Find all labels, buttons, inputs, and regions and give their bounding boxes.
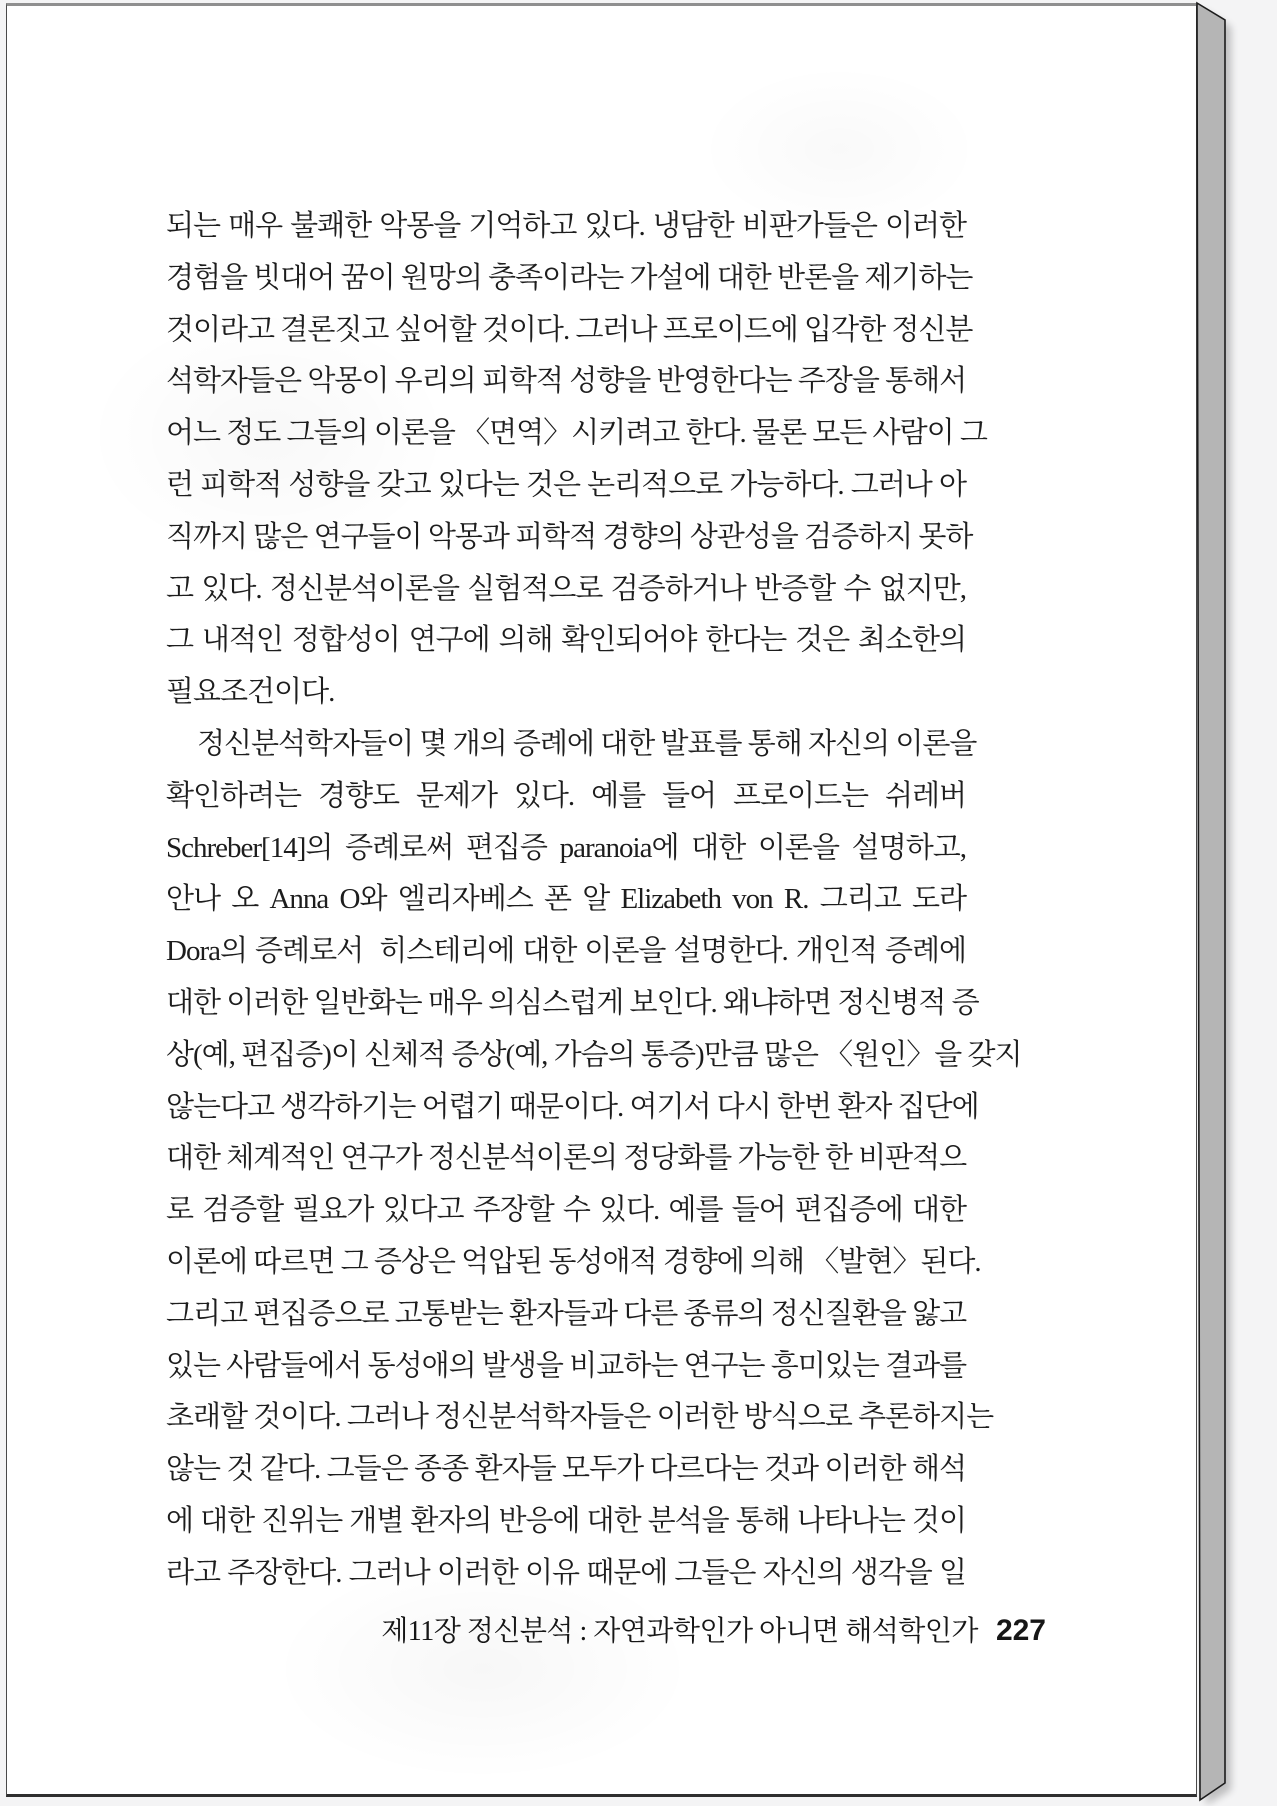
text-line: 라고 주장한다. 그러나 이러한 이유 때문에 그들은 자신의 생각을 일 xyxy=(166,1556,966,1589)
text-line: Dora의 증례로서 히스테리에 대한 이론을 설명한다. 개인적 증례에 xyxy=(166,935,966,968)
text-line: 초래할 것이다. 그러나 정신분석학자들은 이러한 방식으로 추론하지는 xyxy=(166,1401,994,1434)
page-number: 227 xyxy=(995,1614,1046,1647)
text-line: 로 검증할 필요가 있다고 주장할 수 있다. 예를 들어 편집증에 대한 xyxy=(166,1194,966,1227)
text-line: 안나 오 Anna O와 엘리자베스 폰 알 Elizabeth von R. 그리고 도라 xyxy=(166,883,966,916)
text-line: 어느 정도 그들의 이론을 〈면역〉시키려고 한다. 물론 모든 사람이 그 xyxy=(166,417,987,450)
text-line: 정신분석학자들이 몇 개의 증례에 대한 발표를 통해 자신의 이론을 xyxy=(197,727,977,760)
text-line: Schreber[14]의 증례로써 편집증 paranoia에 대한 이론을 설명하고, xyxy=(166,831,966,864)
text-line: 경험을 빗대어 꿈이 원망의 충족이라는 가설에 대한 반론을 제기하는 xyxy=(166,261,973,294)
text-line: 대한 이러한 일반화는 매우 의심스럽게 보인다. 왜냐하면 정신병적 증 xyxy=(166,986,979,1019)
text-line: 고 있다. 정신분석이론을 실험적으로 검증하거나 반증할 수 없지만, xyxy=(166,572,966,605)
text-line: 대한 체계적인 연구가 정신분석이론의 정당화를 가능한 한 비판적으 xyxy=(166,1142,967,1175)
text-line: 상(예, 편집증)이 신체적 증상(예, 가슴의 통증)만큼 많은 〈원인〉을 갖지 xyxy=(166,1038,1022,1071)
text-line: 않는다고 생각하기는 어렵기 때문이다. 여기서 다시 한번 환자 집단에 xyxy=(166,1090,979,1123)
text-line: 에 대한 진위는 개별 환자의 반응에 대한 분석을 통해 나타나는 것이 xyxy=(166,1504,966,1537)
text-line: 런 피학적 성향을 갖고 있다는 것은 논리적으로 가능하다. 그러나 아 xyxy=(166,468,966,501)
text-line: 필요조건이다. xyxy=(166,676,335,709)
text-line: 석학자들은 악몽이 우리의 피학적 성향을 반영한다는 주장을 통해서 xyxy=(166,365,967,398)
text-line: 그리고 편집증으로 고통받는 환자들과 다른 종류의 정신질환을 앓고 xyxy=(166,1297,967,1330)
edge-shadow xyxy=(1203,10,1231,1805)
running-footer xyxy=(166,1609,1046,1649)
text-line: 직까지 많은 연구들이 악몽과 피학적 경향의 상관성을 검증하지 못하 xyxy=(166,520,973,553)
text-line: 그 내적인 정합성이 연구에 의해 확인되어야 한다는 것은 최소한의 xyxy=(166,624,966,657)
text-line: 이론에 따르면 그 증상은 억압된 동성애적 경향에 의해 〈발현〉된다. xyxy=(166,1245,981,1278)
edge-strip xyxy=(1197,3,1225,1800)
text-line: 있는 사람들에서 동성애의 발생을 비교하는 연구는 흥미있는 결과를 xyxy=(166,1349,967,1382)
page-sheet xyxy=(6,3,1197,1797)
text-line: 되는 매우 불쾌한 악몽을 기억하고 있다. 냉담한 비판가들은 이러한 xyxy=(166,210,966,242)
body-text xyxy=(166,201,1022,1600)
text-line: 것이라고 결론짓고 싶어할 것이다. 그러나 프로이드에 입각한 정신분 xyxy=(166,313,973,346)
text-line: 않는 것 같다. 그들은 종종 환자들 모두가 다르다는 것과 이러한 해석 xyxy=(166,1453,966,1486)
chapter-title: 제11장 정신분석 : 자연과학인가 아니면 해석학인가 xyxy=(381,1616,978,1647)
text-line: 확인하려는 경향도 문제가 있다. 예를 들어 프로이드는 쉬레버 xyxy=(166,779,966,812)
